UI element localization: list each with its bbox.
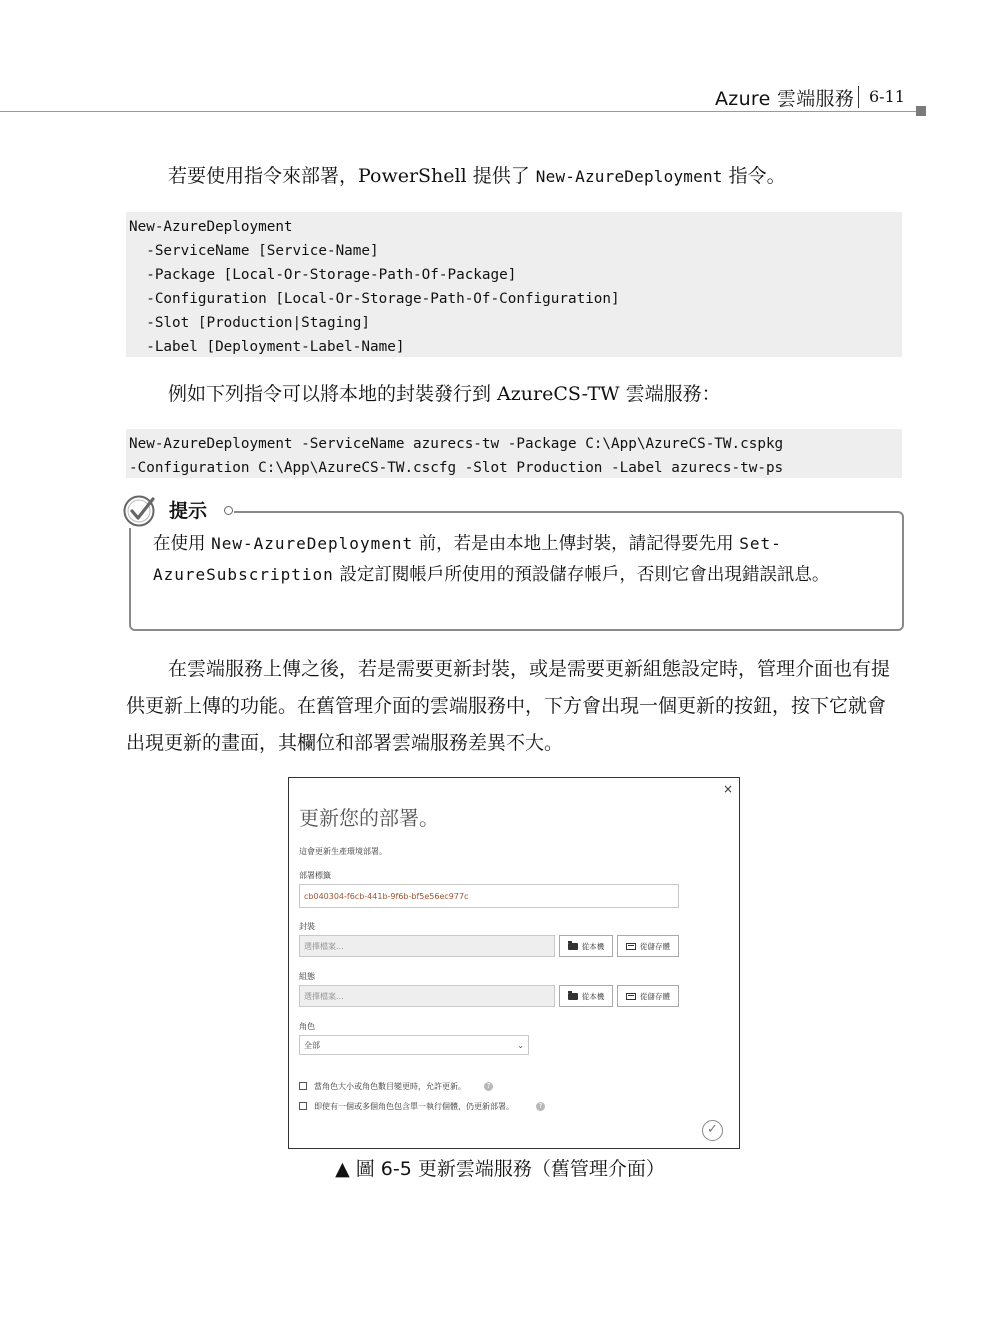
chevron-down-icon: ⌄ [517,1040,524,1050]
dialog-subtitle: 這會更新生產環境部署。 [299,847,387,856]
config-from-storage-button[interactable] [617,985,679,1007]
tip-command-1: New-AzureDeployment [211,534,414,553]
confirm-check-button[interactable]: ✓ [702,1120,723,1141]
folder-icon [568,943,578,950]
code-block-example [126,429,902,478]
code-line: -Label [Deployment-Label-Name] [129,339,405,355]
config-file-input[interactable]: 選擇檔案... [299,985,555,1007]
code-line: -Package [Local-Or-Storage-Path-Of-Package] [129,267,517,283]
header-separator [858,86,859,108]
tip-text-2: 前，若是由本地上傳封裝，請記得要先用 [413,534,740,554]
code-line: -ServiceName [Service-Name] [129,243,379,259]
package-from-storage-button[interactable] [617,935,679,957]
code-line: New-AzureDeployment [129,219,293,235]
deployment-label-caption: 部署標籤 [299,871,331,880]
help-icon[interactable]: ? [484,1082,493,1091]
deployment-label-input[interactable]: cb040304-f6cb-441b-9f6b-bf5e56ec977c [299,884,679,908]
figure-caption: ▲ 圖 6-5 更新雲端服務（舊管理介面） [335,1158,665,1180]
code-block-syntax [126,212,902,357]
running-header-title: Azure 雲端服務 [715,88,855,110]
check-icon [123,494,157,528]
single-instance-checkbox[interactable] [299,1102,307,1110]
tip-text-3: 設定訂閱帳戶所使用的預設儲存帳戶，否則它會出現錯誤訊息。 [333,564,830,585]
package-from-local-button[interactable] [559,935,613,957]
dialog-title: 更新您的部署。 [299,806,439,830]
storage-icon [626,993,636,1000]
para-intro-end: 指令。 [722,165,786,187]
code-line: -Slot [Production|Staging] [129,315,371,331]
config-from-local-button[interactable] [559,985,613,1007]
paragraph-example: 例如下列指令可以將本地的封裝發行到 AzureCS-TW 雲端服務： [168,383,721,405]
config-label: 組態 [299,972,315,981]
role-select[interactable] [299,1035,529,1055]
tip-text-1: 在使用 [153,534,212,554]
paragraph-update: 在雲端服務上傳之後，若是需要更新封裝，或是需要更新組態設定時，管理介面也有提供更新上傳的功能。在舊管理介面的雲端服務中，下方會出現一個更新的按鈕，按下它就會出現更新的畫面，其欄位和部署雲端服務差異不大。 [126,658,891,754]
allow-update-checkbox[interactable] [299,1082,307,1090]
config-from-storage-label: 從儲存體 [640,991,670,1001]
header-rule [0,111,918,112]
help-icon[interactable]: ? [536,1102,545,1111]
paragraph-intro [126,158,904,195]
allow-update-label: 當角色大小或角色數目變更時，允許更新。 [314,1082,466,1091]
tip-command-2: Set-AzureSubscription [153,534,782,584]
config-from-local-label: 從本機 [581,991,605,1001]
para-intro-text: 若要使用指令來部署，PowerShell 提供了 [168,165,536,187]
close-icon[interactable]: × [723,782,734,796]
package-file-input[interactable]: 選擇檔案... [299,935,555,957]
inline-command: New-AzureDeployment [535,167,723,186]
role-selected-value: 全部 [304,1040,320,1050]
folder-icon [568,993,578,1000]
code-line: New-AzureDeployment -ServiceName azurecs-tw -Package C:\App\AzureCS-TW.cspkg [129,436,784,452]
code-line: -Configuration C:\App\AzureCS-TW.cscfg -Slot Production -Label azurecs-tw-ps [129,460,784,476]
tip-label: 提示 [169,500,208,522]
package-from-storage-label: 從儲存體 [640,941,670,951]
role-label: 角色 [299,1022,315,1031]
tip-dot [224,506,233,515]
code-line: -Configuration [Local-Or-Storage-Path-Of-Configuration] [129,291,620,307]
page-number: 6-11 [869,87,905,106]
package-from-local-label: 從本機 [581,941,605,951]
update-deployment-dialog [288,777,740,1149]
storage-icon [626,943,636,950]
package-label: 封裝 [299,922,315,931]
header-square-marker [916,106,926,116]
tip-text [153,529,883,590]
single-instance-label: 即使有一個或多個角色包含單一執行個體，仍更新部署。 [314,1102,514,1111]
